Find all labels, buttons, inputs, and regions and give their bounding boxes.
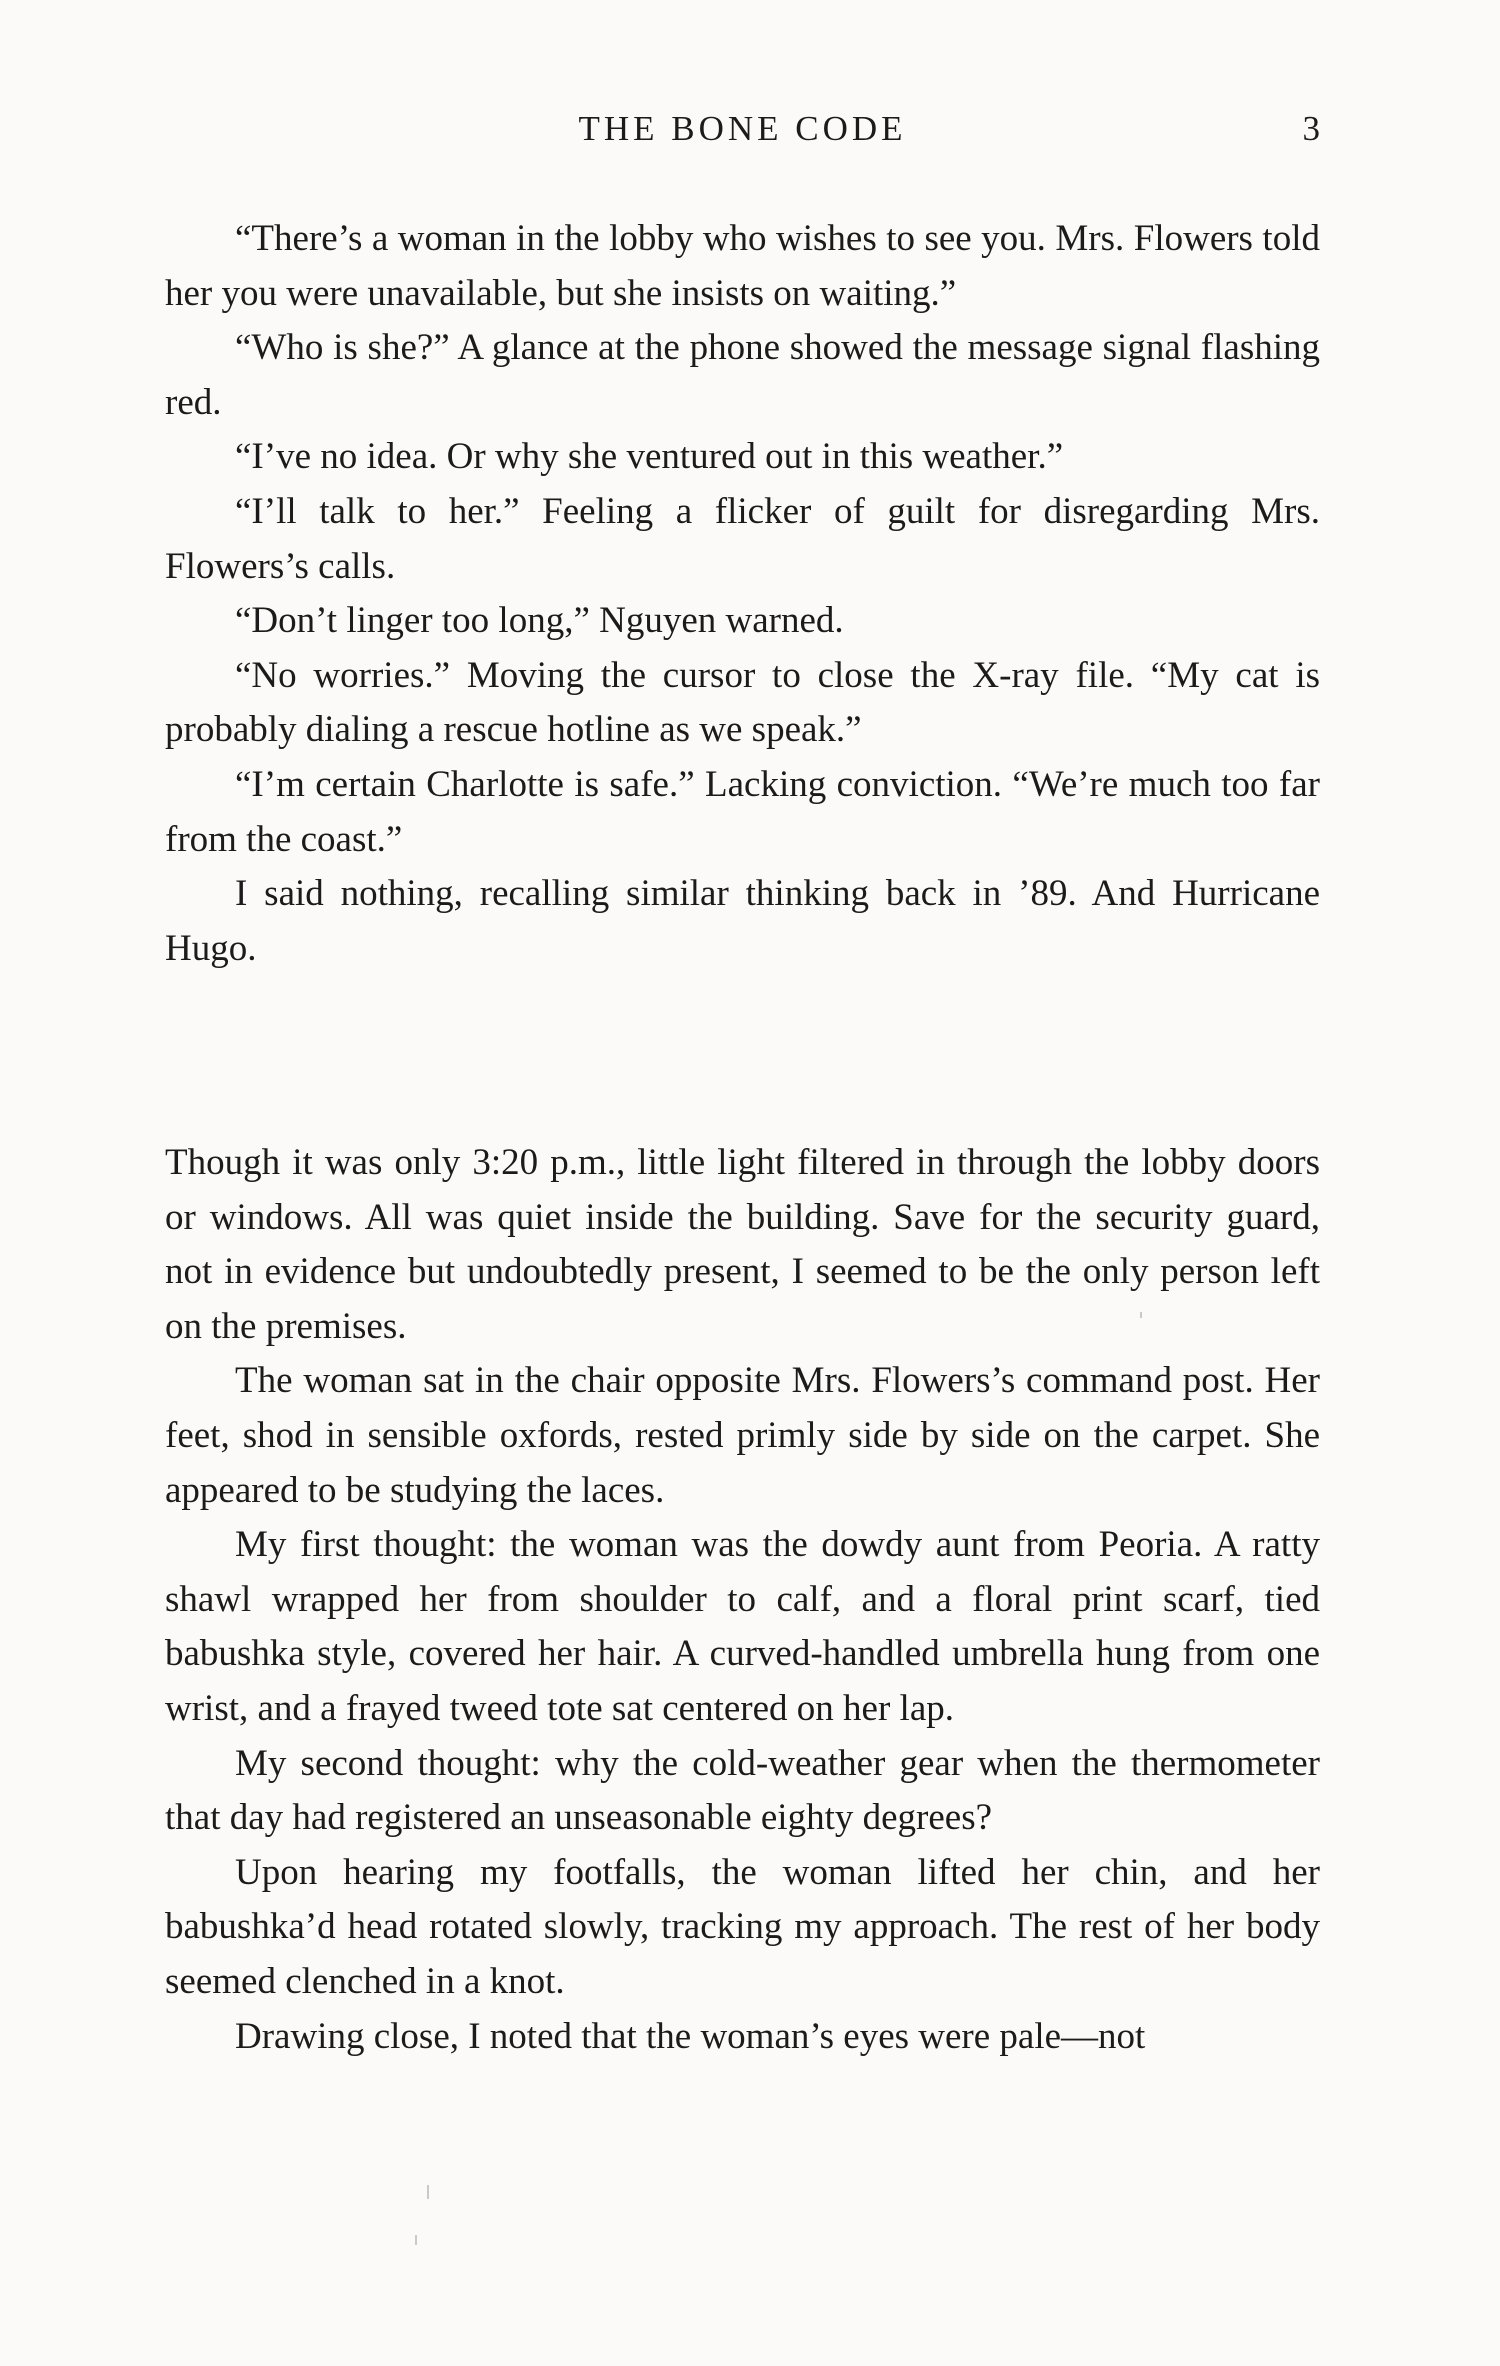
paragraph: The woman sat in the chair opposite Mrs. Flowers’s command post. Her feet, shod in sensible oxfords, rested primly side by side on the carpet. She appeared to be studying the laces.	[165, 1360, 1320, 1511]
paragraph: Drawing close, I noted that the woman’s eyes were pale—not	[235, 2015, 1146, 2057]
section-two-text	[165, 1136, 1320, 2064]
paragraph: “Who is she?” A glance at the phone showed the message signal flashing red.	[165, 327, 1320, 423]
paragraph: “No worries.” Moving the cursor to close the X-ray file. “My cat is probably dialing a rescue hotline as we speak.”	[165, 654, 1320, 751]
paragraph: “Don’t linger too long,” Nguyen warned.	[235, 600, 844, 642]
paragraph: My second thought: why the cold-weather gear when the thermometer that day had registered an unseasonable eighty degrees?	[165, 1742, 1320, 1839]
page-number: 3	[1302, 109, 1320, 148]
paragraph: “I’ve no idea. Or why she ventured out in this weather.”	[235, 436, 1064, 478]
scan-speck	[415, 2235, 417, 2245]
paragraph: My first thought: the woman was the dowdy aunt from Peoria. A ratty shawl wrapped her from shoulder to calf, and a floral print scarf, tied babushka style, covered her hair. A curved-handled umbrella hung from one wrist, and a frayed tweed tote sat centered on her lap.	[165, 1524, 1320, 1729]
section-one-text	[165, 212, 1320, 976]
scan-speck	[427, 2185, 429, 2199]
paragraph: Upon hearing my footfalls, the woman lifted her chin, and her babushka’d head rotated slowly, tracking my approach. The rest of her body seemed clenched in a knot.	[165, 1851, 1320, 2002]
paragraph: I said nothing, recalling similar thinking back in ’89. And Hurricane Hugo.	[165, 873, 1320, 969]
scan-speck	[1140, 1312, 1142, 1318]
page-header	[165, 104, 1320, 154]
paragraph: “I’ll talk to her.” Feeling a flicker of guilt for disregarding Mrs. Flowers’s calls.	[165, 490, 1320, 587]
running-title: THE BONE CODE	[578, 109, 907, 148]
paragraph: “I’m certain Charlotte is safe.” Lacking conviction. “We’re much too far from the coast.”	[165, 763, 1320, 860]
section-opening-paragraph: Though it was only 3:20 p.m., little light filtered in through the lobby doors or windows. All was quiet inside the building. Save for the security guard, not in evidence but undoubtedly present, I seemed to be the only person left on the premises.	[165, 1142, 1320, 1347]
paragraph: “There’s a woman in the lobby who wishes to see you. Mrs. Flowers told her you were unavailable, but she insists on waiting.”	[165, 218, 1320, 314]
